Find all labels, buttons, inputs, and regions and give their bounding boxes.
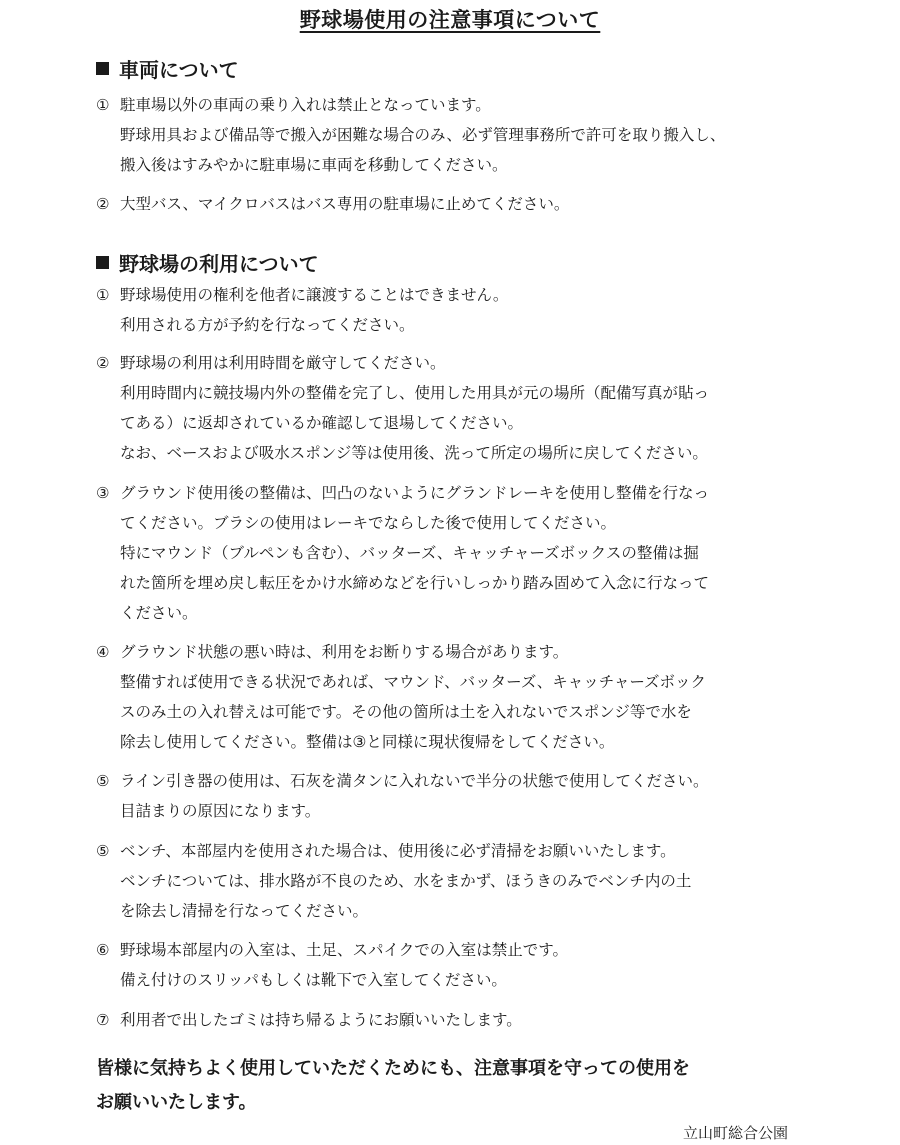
item-line: を除去し清掃を行なってください。 [120,902,369,920]
item-line: スのみ土の入れ替えは可能です。その他の箇所は土を入れないでスポンジ等で水を [120,703,692,721]
item-line: 備え付けのスリッパもしくは靴下で入室してください。 [120,971,507,989]
item-line: 大型バス、マイクロバスはバス専用の駐車場に止めてください。 [120,195,570,213]
item-number: ② [96,354,110,372]
item-line: 特にマウンド（ブルペンも含む）、バッターズ、キャッチャーズボックスの整備は掘 [120,544,699,562]
item-line: 利用時間内に競技場内外の整備を完了し、使用した用具が元の場所（配備写真が貼っ [120,384,710,402]
item-line: 駐車場以外の車両の乗り入れは禁止となっています。 [120,96,491,114]
ballpark-rule-8 [96,1005,836,1035]
item-line: 利用される方が予約を行なってください。 [120,316,415,334]
vehicle-rule-2 [96,189,836,219]
ballpark-rule-7 [96,935,836,995]
page-title: 野球場使用の注意事項について [299,8,601,32]
item-line: 整備すれば使用できる状況であれば、マウンド、バッターズ、キャッチャーズボック [120,673,707,691]
item-line: れた箇所を埋め戻し転圧をかけ水締めなどを行いしっかり踏み固めて入念に行なって [120,574,710,592]
item-number: ⑤ [96,842,110,860]
ballpark-rule-1 [96,280,836,340]
item-line: 除去し使用してください。整備は③と同様に現状復帰をしてください。 [120,733,615,751]
item-number: ⑦ [96,1011,110,1029]
closing-message: 皆様に気持ちよく使用していただくためにも、注意事項を守っての使用を お願いいたします。 [96,1058,690,1113]
ballpark-rule-4 [96,637,836,757]
ballpark-rule-3 [96,478,836,628]
item-line: 野球用具および備品等で搬入が困難な場合のみ、必ず管理事務所で許可を取り搬入し、 [120,126,726,144]
organization-name: 立山町総合公園 [682,1124,788,1142]
item-line: グラウンド使用後の整備は、凹凸のないようにグランドレーキを使用し整備を行なっ [120,484,710,502]
item-number: ④ [96,643,110,661]
section-heading-ballpark-use: 野球場の利用について [96,252,319,276]
item-line: 野球場使用の権利を他者に譲渡することはできません。 [120,286,509,304]
item-line: ライン引き器の使用は、石灰を満タンに入れないで半分の状態で使用してください。 [120,772,709,790]
vehicle-rule-1 [96,90,836,180]
item-number: ① [96,286,110,304]
item-line: なお、ベースおよび吸水スポンジ等は使用後、洗って所定の場所に戻してください。 [120,444,708,462]
item-line: 搬入後はすみやかに駐車場に車両を移動してください。 [120,156,508,174]
item-number: ② [96,195,110,213]
item-line: 目詰まりの原因になります。 [120,802,321,820]
section-heading-vehicles: 車両について [96,58,239,82]
item-line: ベンチについては、排水路が不良のため、水をまかず、ほうきのみでベンチ内の土 [120,872,692,890]
item-line: ベンチ、本部屋内を使用された場合は、使用後に必ず清掃をお願いいたします。 [120,842,676,860]
item-number: ① [96,96,110,114]
square-bullet-icon [96,62,109,75]
item-number: ③ [96,484,110,502]
item-line: 野球場の利用は利用時間を厳守してください。 [120,354,446,372]
item-line: てください。ブラシの使用はレーキでならした後で使用してください。 [120,514,617,532]
ballpark-rule-2 [96,348,836,468]
item-number: ⑤ [96,772,110,790]
item-line: ください。 [120,604,198,622]
ballpark-rule-5 [96,766,836,826]
item-line: グラウンド状態の悪い時は、利用をお断りする場合があります。 [120,643,569,661]
item-line: 野球場本部屋内の入室は、土足、スパイクでの入室は禁止です。 [120,941,568,959]
item-number: ⑥ [96,941,110,959]
item-line: 利用者で出したゴミは持ち帰るようにお願いいたします。 [120,1011,522,1029]
item-line: てある）に返却されているか確認して退場してください。 [120,414,524,432]
square-bullet-icon [96,256,109,269]
ballpark-rule-6 [96,836,836,926]
